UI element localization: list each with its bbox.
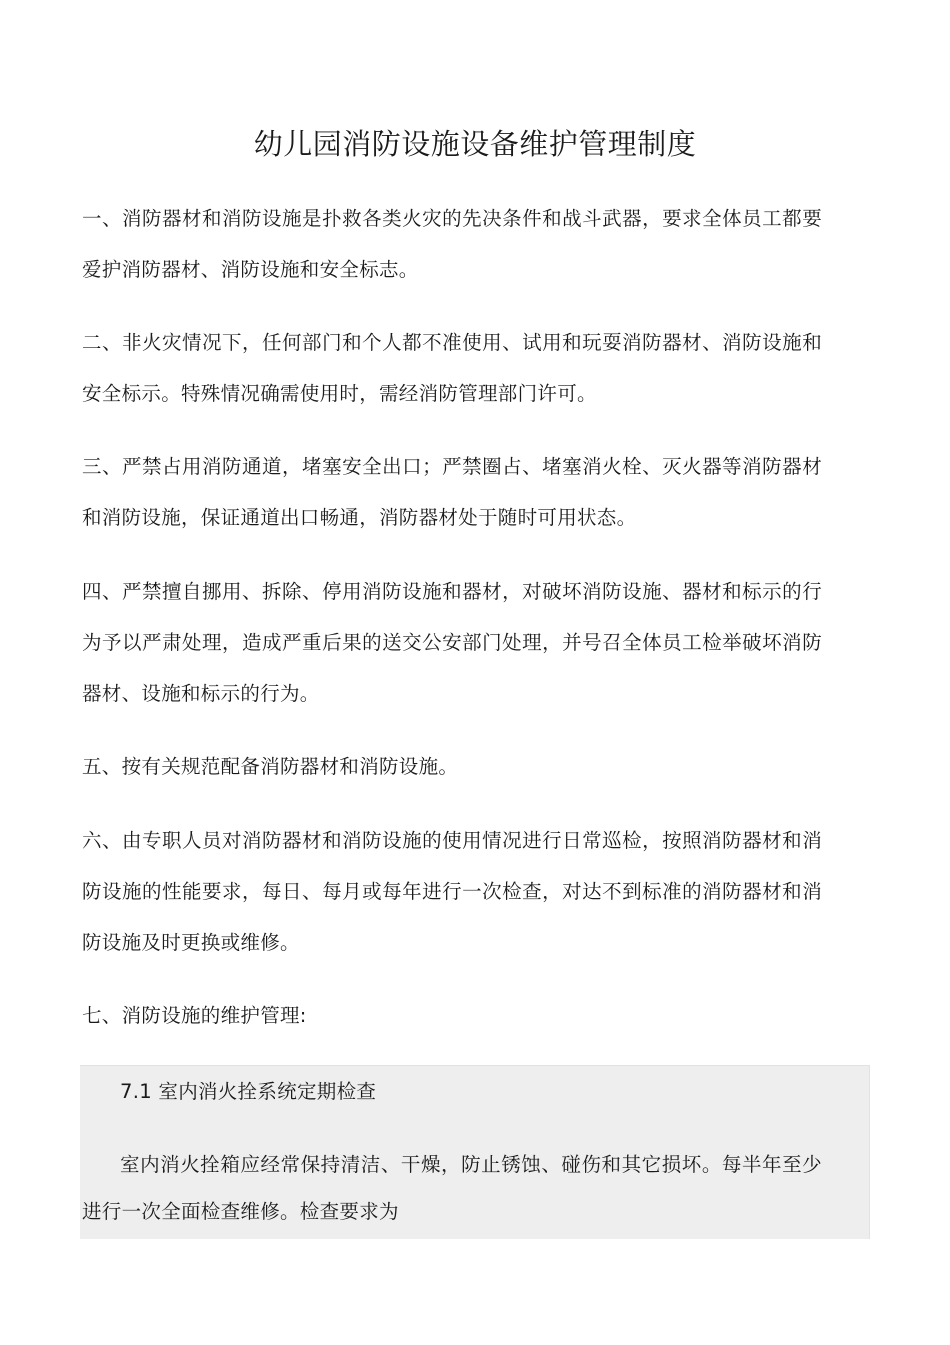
paragraph-6: 六、由专职人员对消防器材和消防设施的使用情况进行日常巡检，按照消防器材和消防设施的性能要求，每日、每月或每年进行一次检查，对达不到标准的消防器材和消防设施及时更换或维修。 <box>82 829 822 954</box>
section-7-1-body: 室内消火拴箱应经常保持清洁、干燥，防止锈蚀、碰伤和其它损坏。每半年至少进行一次全面检查维修。检查要求为 <box>82 1153 822 1223</box>
section-7-1-heading: 7.1 室内消火拴系统定期检查 <box>120 1080 377 1103</box>
paragraph-5: 五、按有关规范配备消防器材和消防设施。 <box>82 755 459 778</box>
paragraph-3: 三、严禁占用消防通道，堵塞安全出口；严禁圈占、堵塞消火栓、灭火器等消防器材和消防设施，保证通道出口畅通，消防器材处于随时可用状态。 <box>82 455 822 529</box>
document-title: 幼儿园消防设施设备维护管理制度 <box>253 127 697 161</box>
paragraph-1: 一、消防器材和消防设施是扑救各类火灾的先决条件和战斗武器，要求全体员工都要爱护消防器材、消防设施和安全标志。 <box>82 207 822 281</box>
paragraph-4: 四、严禁擅自挪用、拆除、停用消防设施和器材，对破坏消防设施、器材和标示的行为予以严肃处理，造成严重后果的送交公安部门处理，并号召全体员工检举破坏消防器材、设施和标示的行为。 <box>82 580 822 705</box>
paragraph-7: 七、消防设施的维护管理: <box>82 1004 307 1027</box>
section-7-1-box <box>80 1065 870 1239</box>
paragraph-2: 二、非火灾情况下，任何部门和个人都不准使用、试用和玩耍消防器材、消防设施和安全标示。特殊情况确需使用时，需经消防管理部门许可。 <box>82 331 822 405</box>
